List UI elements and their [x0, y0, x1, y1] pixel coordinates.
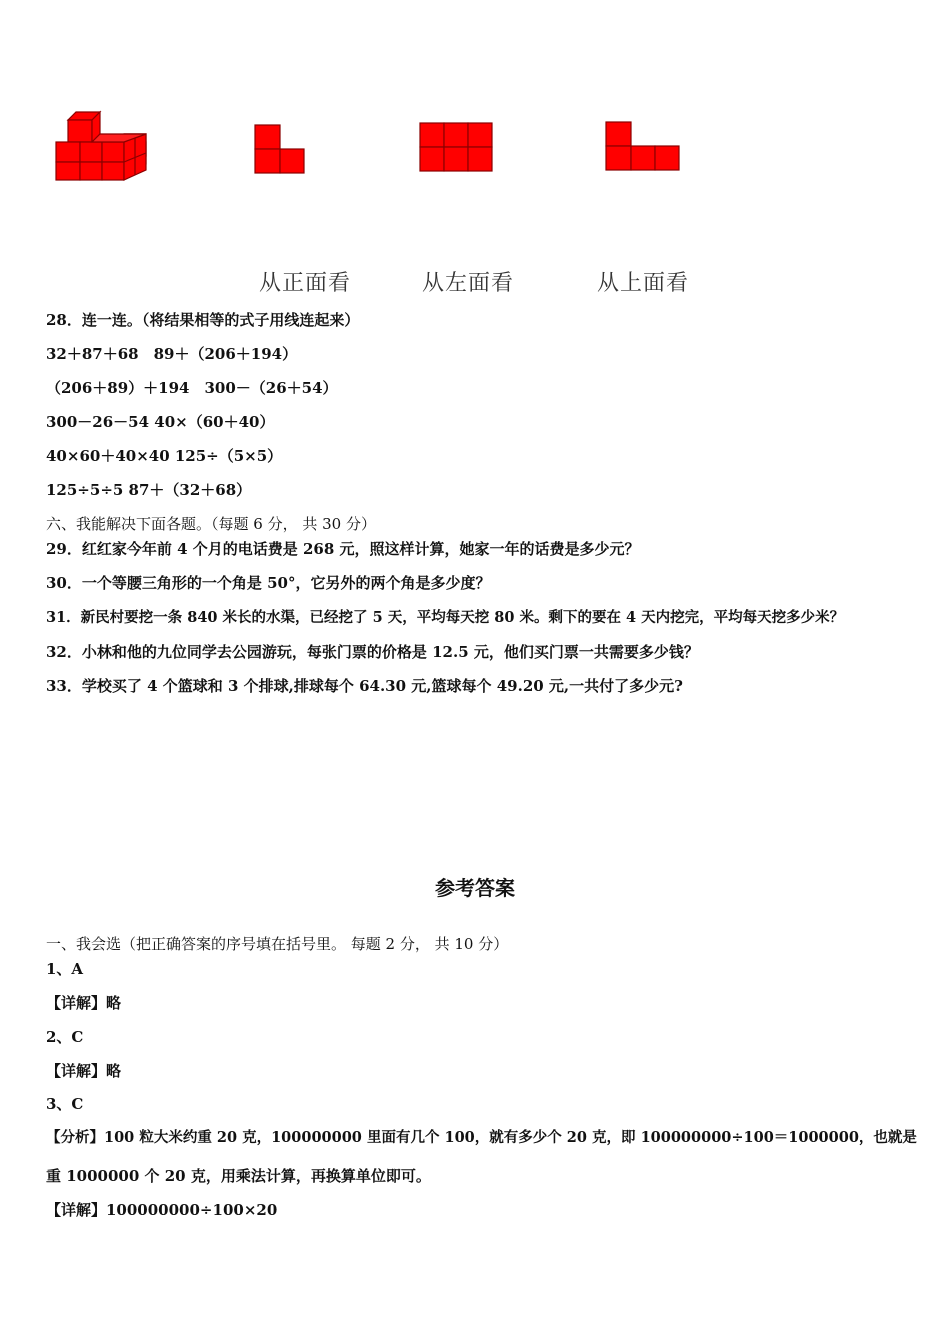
answers-section1-heading: 一、我会选（把正确答案的序号填在括号里。 每题 2 分， 共 10 分） — [46, 935, 509, 953]
view-label-top: 从上面看 — [597, 271, 690, 296]
question-29: 29．红红家今年前 4 个月的电话费是 268 元，照这样计算，她家一年的话费是多少元？ — [46, 540, 640, 558]
view-label-left: 从左面看 — [422, 271, 515, 296]
view-label-front: 从正面看 — [259, 271, 352, 296]
answer-3-detail: 【详解】100000000÷100×20 — [46, 1201, 278, 1219]
answer-3: 3、C — [46, 1095, 84, 1113]
question-31: 31．新民村要挖一条 840 米长的水渠，已经挖了 5 天，平均每天挖 80 米。剩下的要在 4 天内挖完，平均每天挖多少米？ — [46, 609, 845, 626]
q28-row: 32＋87＋68 89＋（206＋194） — [46, 345, 298, 363]
top-view-figure — [605, 121, 681, 173]
left-view-figure — [419, 122, 495, 174]
answer-1: 1、A — [46, 960, 84, 978]
answer-2: 2、C — [46, 1028, 84, 1046]
q28-row: 300－26－54 40×（60＋40） — [46, 413, 275, 431]
cube-solid-figure — [52, 108, 152, 184]
q28-row: （206＋89）＋194 300－（26＋54） — [46, 379, 338, 397]
section6-heading: 六、我能解决下面各题。（每题 6 分， 共 30 分） — [46, 515, 376, 533]
front-view-figure — [254, 124, 306, 176]
q28-header: 28．连一连。（将结果相等的式子用线连起来） — [46, 311, 360, 329]
q28-row: 40×60＋40×40 125÷（5×5） — [46, 447, 283, 465]
q28-row: 125÷5÷5 87＋（32＋68） — [46, 481, 252, 499]
question-30: 30．一个等腰三角形的一个角是 50°，它另外的两个角是多少度？ — [46, 574, 491, 592]
question-33: 33．学校买了 4 个篮球和 3 个排球,排球每个 64.30 元,篮球每个 49.20 元,一共付了多少元? — [46, 677, 683, 695]
question-32: 32．小林和他的九位同学去公园游玩，每张门票的价格是 12.5 元，他们买门票一共需要多少钱？ — [46, 643, 699, 661]
answer-3-analysis-cont: 重 1000000 个 20 克，用乘法计算，再换算单位即可。 — [46, 1167, 431, 1185]
answers-title: 参考答案 — [435, 876, 515, 900]
answer-1-detail: 【详解】略 — [46, 994, 122, 1012]
answer-2-detail: 【详解】略 — [46, 1062, 122, 1080]
answer-3-analysis: 【分析】100 粒大米约重 20 克，100000000 里面有几个 100，就有多少个 20 克，即 100000000÷100＝1000000，也就是 — [46, 1129, 917, 1146]
